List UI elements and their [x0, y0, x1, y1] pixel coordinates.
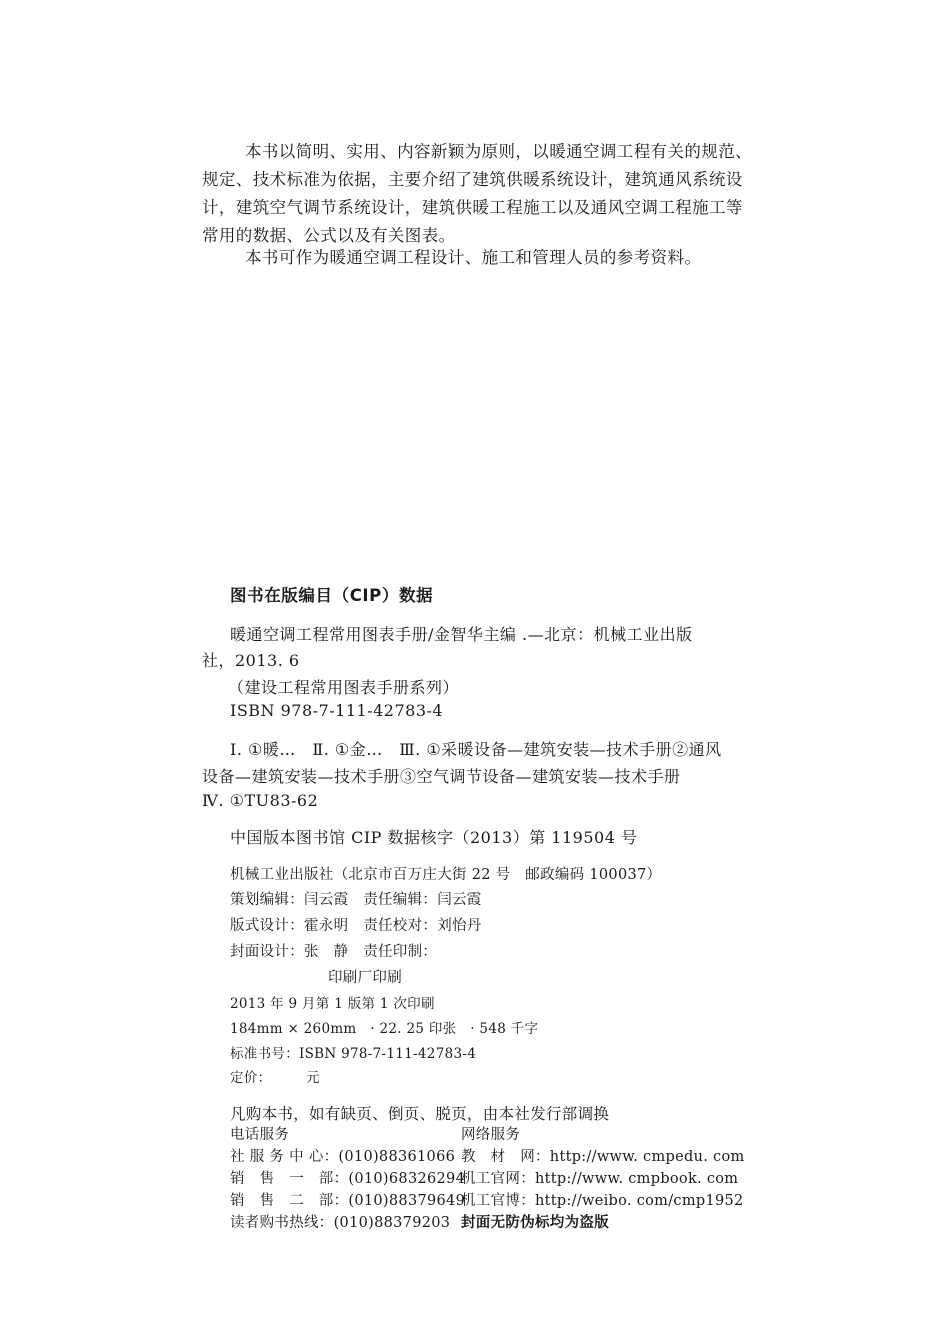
intro-paragraph-1-line-2: 规定、技术标准为依据，主要介绍了建筑供暖系统设计，建筑通风系统设 [202, 170, 743, 189]
service-phone-line: 销 售 二 部：(010)88379649 [230, 1193, 466, 1209]
intro-paragraph-1-line-4: 常用的数据、公式以及有关图表。 [202, 226, 456, 245]
intro-paragraph-1-line-3: 计，建筑空气调节系统设计，建筑供暖工程施工以及通风空调工程施工等 [202, 198, 743, 217]
cip-core-number: 中国版本图书馆 CIP 数据核字（2013）第 119504 号 [230, 828, 638, 847]
service-web-line: 机工官网：http://www. cmpbook. com [461, 1171, 739, 1187]
publisher-printer: 印刷厂印刷 [328, 970, 402, 986]
publisher-edition: 2013 年 9 月第 1 版第 1 次印刷 [230, 996, 435, 1012]
service-web-heading: 网络服务 [461, 1127, 521, 1143]
cip-title: 图书在版编目（CIP）数据 [230, 586, 434, 605]
publisher-format: 184mm × 260mm · 22. 25 印张 · 548 千字 [230, 1021, 539, 1037]
publisher-cover-print: 封面设计：张 静 责任印制： [230, 944, 438, 960]
publisher-standard-number: 标准书号：ISBN 978-7-111-42783-4 [230, 1046, 477, 1062]
cip-classification-line-2: 设备—建筑安装—技术手册③空气调节设备—建筑安装—技术手册 [202, 767, 681, 786]
service-phone-line: 社 服 务 中 心：(010)88361066 [230, 1149, 456, 1165]
publisher-name-address: 机械工业出版社（北京市百万庄大街 22 号 邮政编码 100037） [230, 867, 662, 883]
publisher-editors: 策划编辑：闫云霞 责任编辑：闫云霞 [230, 892, 482, 908]
intro-paragraph-2: 本书可作为暖通空调工程设计、施工和管理人员的参考资料。 [245, 248, 702, 267]
service-web-line: 机工官博：http://weibo. com/cmp1952 [461, 1193, 744, 1209]
service-phone-line: 销 售 一 部：(010)68326294 [230, 1171, 466, 1187]
intro-paragraph-1-line-1: 本书以简明、实用、内容新颖为原则，以暖通空调工程有关的规范、 [245, 142, 752, 161]
cip-classification-line-3: Ⅳ. ①TU83-62 [202, 791, 319, 810]
cip-classification-line-1: Ⅰ. ①暖… Ⅱ. ①金… Ⅲ. ①采暖设备—建筑安装—技术手册②通风 [230, 740, 722, 759]
service-notice: 凡购本书，如有缺页、倒页、脱页，由本社发行部调换 [230, 1105, 610, 1123]
cip-entry-line-2: 社，2013. 6 [202, 651, 300, 670]
cip-series: （建设工程常用图表手册系列） [228, 678, 460, 697]
cip-isbn: ISBN 978-7-111-42783-4 [230, 701, 444, 720]
publisher-design-proof: 版式设计：霍永明 责任校对：刘怡丹 [230, 918, 482, 934]
cip-entry-line-1: 暖通空调工程常用图表手册/金智华主编 .—北京：机械工业出版 [230, 625, 693, 644]
service-web-line: 教 材 网：http://www. cmpedu. com [461, 1149, 745, 1165]
anti-piracy-notice: 封面无防伪标均为盗版 [461, 1215, 609, 1231]
service-phone-line: 读者购书热线：(010)88379203 [230, 1215, 451, 1231]
publisher-price: 定价： 元 [230, 1070, 320, 1086]
service-phone-heading: 电话服务 [230, 1127, 290, 1143]
